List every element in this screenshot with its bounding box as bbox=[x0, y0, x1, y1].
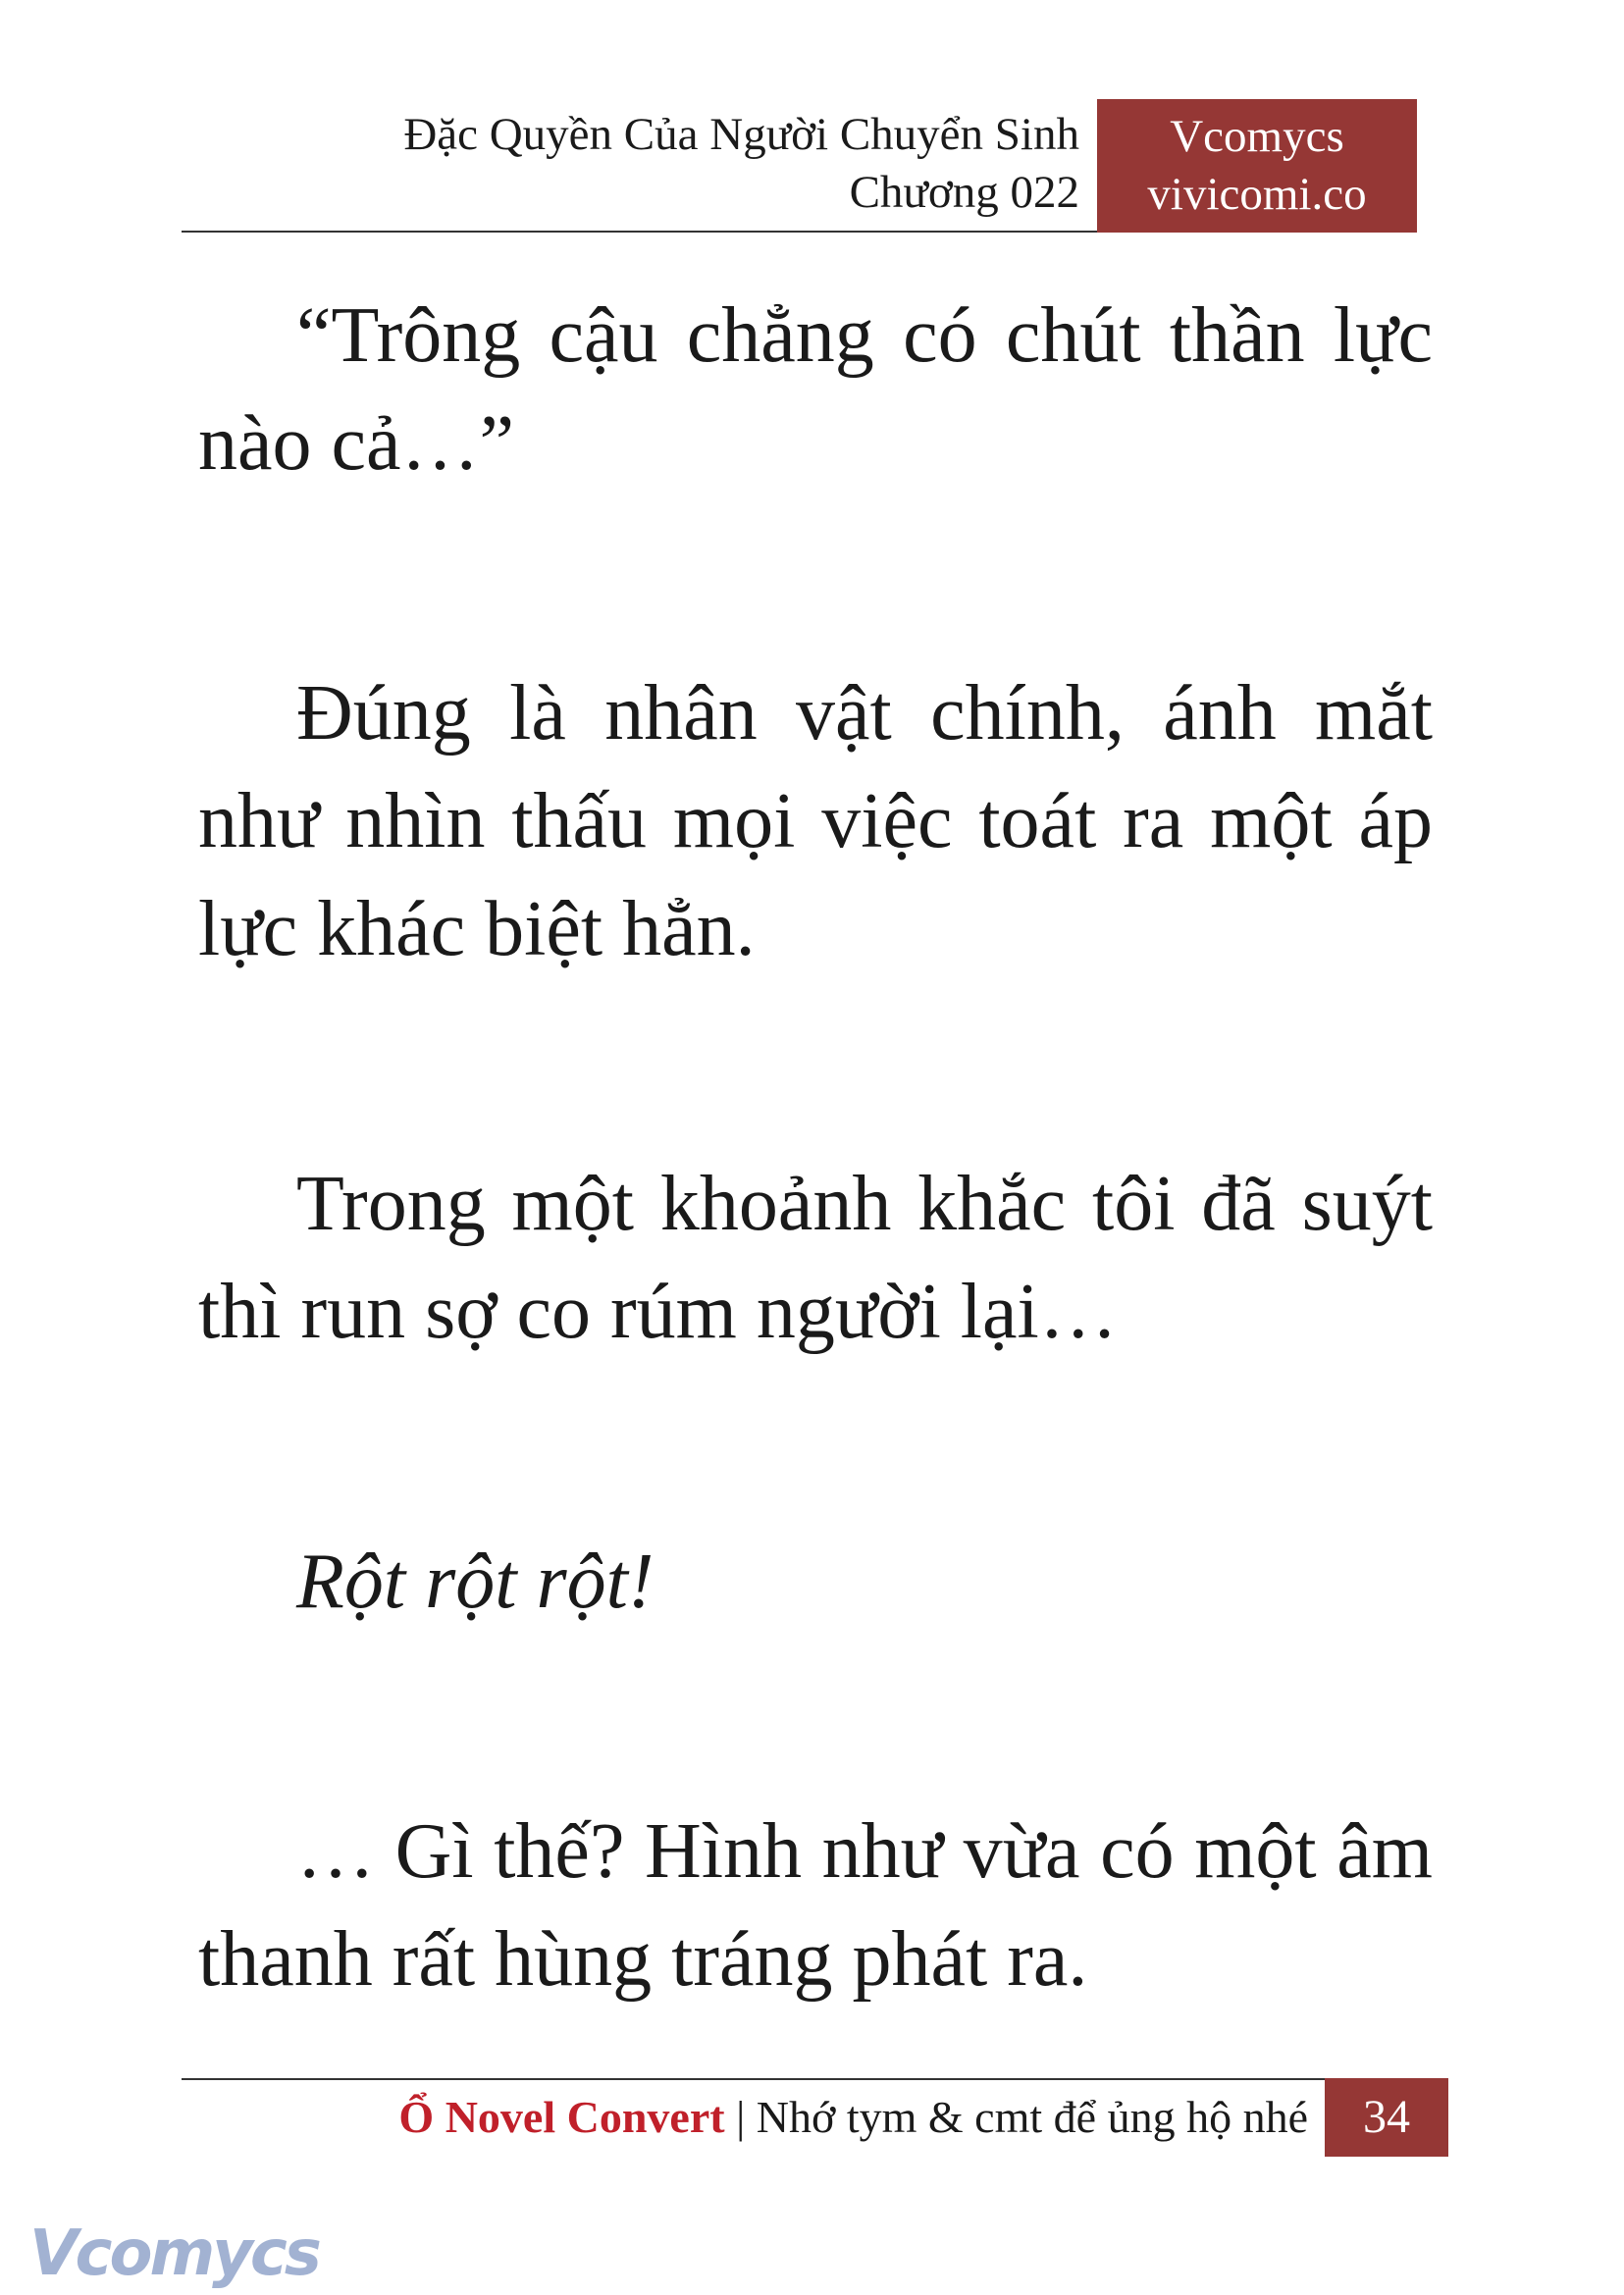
footer-separator: | bbox=[724, 2092, 757, 2142]
page-number: 34 bbox=[1325, 2078, 1448, 2157]
header-divider bbox=[182, 231, 1097, 233]
novel-title: Đặc Quyền Của Người Chuyển Sinh bbox=[403, 109, 1079, 160]
chapter-label: Chương 022 bbox=[849, 167, 1079, 218]
brand-name: Vcomycs bbox=[1170, 111, 1344, 162]
paragraph-4: Rột rột rột! bbox=[296, 1539, 655, 1625]
watermark-logo: Vcomycs bbox=[29, 2217, 319, 2290]
paragraph-5: … Gì thế? Hình như vừa có một âm thanh rất hùng tráng phát ra. bbox=[198, 1808, 1433, 2003]
brand-site: vivicomi.co bbox=[1147, 169, 1367, 220]
paragraph-1: “Trông cậu chẳng có chút thần lực nào cả…” bbox=[198, 292, 1433, 487]
running-header bbox=[182, 106, 1079, 222]
paragraph-3: Trong một khoảnh khắc tôi đã suýt thì run sợ co rúm người lại… bbox=[198, 1161, 1433, 1355]
footer-message: Nhớ tym & cmt để ủng hộ nhé bbox=[756, 2092, 1308, 2142]
footer-divider bbox=[182, 2078, 1325, 2080]
brand-badge bbox=[1097, 99, 1417, 233]
paragraph-2: Đúng là nhân vật chính, ánh mắt như nhìn thấu mọi việc toát ra một áp lực khác biệt hẳn. bbox=[198, 670, 1433, 972]
footer-line bbox=[182, 2088, 1308, 2147]
footer-brand: Ổ Novel Convert bbox=[398, 2092, 725, 2142]
